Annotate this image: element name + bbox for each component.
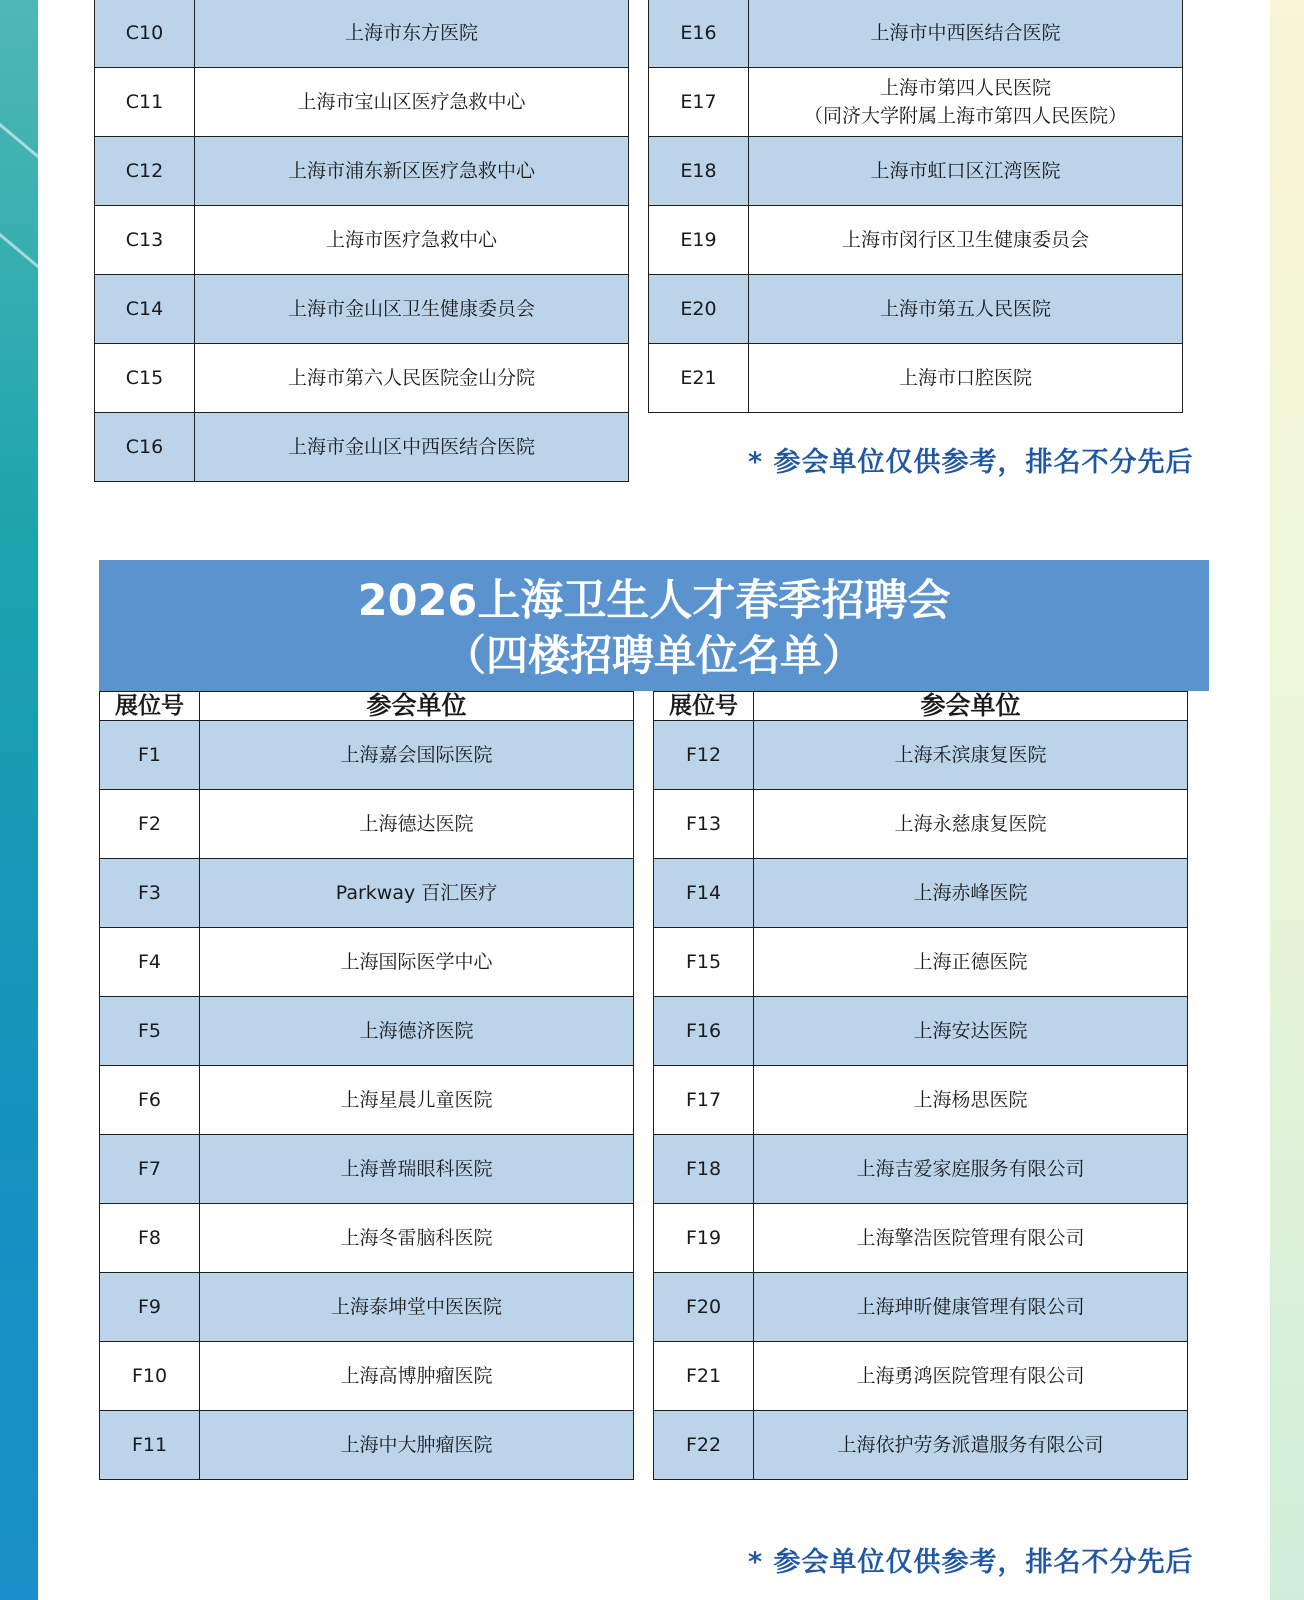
booth-code: F18 bbox=[654, 1135, 754, 1204]
booth-code: F22 bbox=[654, 1411, 754, 1480]
exhibitor-name: 上海市中西医结合医院 bbox=[749, 0, 1183, 68]
exhibitor-name: 上海吉爱家庭服务有限公司 bbox=[754, 1135, 1188, 1204]
booth-code: F20 bbox=[654, 1273, 754, 1342]
table-row bbox=[100, 1411, 1188, 1480]
table-row bbox=[100, 1066, 1188, 1135]
booth-code: C10 bbox=[95, 0, 195, 68]
exhibitor-name: 上海高博肿瘤医院 bbox=[200, 1342, 634, 1411]
booth-code: F10 bbox=[100, 1342, 200, 1411]
booth-code: F12 bbox=[654, 721, 754, 790]
floor4-exhibitor-table bbox=[99, 691, 1188, 1480]
booth-code: F17 bbox=[654, 1066, 754, 1135]
table-row bbox=[100, 721, 1188, 790]
exhibitor-name: 上海珅昕健康管理有限公司 bbox=[754, 1273, 1188, 1342]
exhibitor-name: 上海安达医院 bbox=[754, 997, 1188, 1066]
exhibitor-name: 上海勇鸿医院管理有限公司 bbox=[754, 1342, 1188, 1411]
header-exhibitor: 参会单位 bbox=[200, 692, 634, 721]
exhibitor-name: 上海杨思医院 bbox=[754, 1066, 1188, 1135]
booth-code: C16 bbox=[95, 413, 195, 482]
booth-code: E18 bbox=[649, 137, 749, 206]
page-subtitle: （四楼招聘单位名单） bbox=[443, 631, 864, 680]
exhibitor-name: 上海冬雷脑科医院 bbox=[200, 1204, 634, 1273]
poster-sheet bbox=[38, 0, 1270, 1600]
table-row bbox=[100, 859, 1188, 928]
exhibitor-name: 上海市宝山区医疗急救中心 bbox=[195, 68, 629, 137]
booth-code: C14 bbox=[95, 275, 195, 344]
table-row bbox=[100, 790, 1188, 859]
exhibitor-name: 上海市虹口区江湾医院 bbox=[749, 137, 1183, 206]
exhibitor-name: 上海市闵行区卫生健康委员会 bbox=[749, 206, 1183, 275]
table-row bbox=[95, 137, 1183, 206]
exhibitor-name-line2: （同济大学附属上海市第四人民医院） bbox=[803, 105, 1127, 127]
exhibitor-name: 上海永慈康复医院 bbox=[754, 790, 1188, 859]
exhibitor-name: Parkway 百汇医疗 bbox=[200, 859, 634, 928]
table-row bbox=[100, 1135, 1188, 1204]
booth-code: F9 bbox=[100, 1273, 200, 1342]
title-banner bbox=[99, 560, 1209, 691]
table-row bbox=[100, 928, 1188, 997]
table-header-row bbox=[100, 692, 1188, 721]
booth-code: E20 bbox=[649, 275, 749, 344]
booth-code: F4 bbox=[100, 928, 200, 997]
booth-code: F19 bbox=[654, 1204, 754, 1273]
booth-code: F1 bbox=[100, 721, 200, 790]
exhibitor-name bbox=[749, 68, 1183, 137]
booth-code: F21 bbox=[654, 1342, 754, 1411]
table-row bbox=[95, 0, 1183, 68]
header-booth-code: 展位号 bbox=[654, 692, 754, 721]
exhibitor-name: 上海市口腔医院 bbox=[749, 344, 1183, 413]
booth-code: F7 bbox=[100, 1135, 200, 1204]
exhibitor-name: 上海依护劳务派遣服务有限公司 bbox=[754, 1411, 1188, 1480]
table-row bbox=[95, 275, 1183, 344]
table-row bbox=[100, 1342, 1188, 1411]
table-row bbox=[100, 1204, 1188, 1273]
disclaimer-note: * 参会单位仅供参考，排名不分先后 bbox=[748, 1547, 1194, 1578]
exhibitor-name: 上海擎浩医院管理有限公司 bbox=[754, 1204, 1188, 1273]
booth-code: F13 bbox=[654, 790, 754, 859]
table-row bbox=[100, 1273, 1188, 1342]
booth-code: F15 bbox=[654, 928, 754, 997]
exhibitor-name: 上海德达医院 bbox=[200, 790, 634, 859]
header-exhibitor: 参会单位 bbox=[754, 692, 1188, 721]
exhibitor-name: 上海市金山区卫生健康委员会 bbox=[195, 275, 629, 344]
table-row bbox=[100, 997, 1188, 1066]
table-row bbox=[95, 68, 1183, 137]
booth-code: F8 bbox=[100, 1204, 200, 1273]
exhibitor-name: 上海市医疗急救中心 bbox=[195, 206, 629, 275]
exhibitor-name-line1: 上海市第四人民医院 bbox=[879, 77, 1051, 99]
exhibitor-name: 上海市第五人民医院 bbox=[749, 275, 1183, 344]
top-exhibitor-table bbox=[94, 0, 1183, 482]
booth-code: F16 bbox=[654, 997, 754, 1066]
booth-code: F5 bbox=[100, 997, 200, 1066]
exhibitor-name: 上海禾滨康复医院 bbox=[754, 721, 1188, 790]
exhibitor-name: 上海市第六人民医院金山分院 bbox=[195, 344, 629, 413]
left-decorative-band bbox=[0, 0, 38, 1600]
right-decorative-band bbox=[1270, 0, 1304, 1600]
exhibitor-name: 上海中大肿瘤医院 bbox=[200, 1411, 634, 1480]
booth-code: C12 bbox=[95, 137, 195, 206]
page-title: 2026上海卫生人才春季招聘会 bbox=[357, 576, 951, 626]
booth-code: F14 bbox=[654, 859, 754, 928]
exhibitor-name: 上海嘉会国际医院 bbox=[200, 721, 634, 790]
booth-code: E19 bbox=[649, 206, 749, 275]
booth-code: C13 bbox=[95, 206, 195, 275]
exhibitor-name: 上海正德医院 bbox=[754, 928, 1188, 997]
booth-code: F6 bbox=[100, 1066, 200, 1135]
exhibitor-name: 上海国际医学中心 bbox=[200, 928, 634, 997]
exhibitor-name: 上海市东方医院 bbox=[195, 0, 629, 68]
exhibitor-name: 上海市浦东新区医疗急救中心 bbox=[195, 137, 629, 206]
exhibitor-name: 上海市金山区中西医结合医院 bbox=[195, 413, 629, 482]
booth-code: F11 bbox=[100, 1411, 200, 1480]
booth-code: C11 bbox=[95, 68, 195, 137]
header-booth-code: 展位号 bbox=[100, 692, 200, 721]
booth-code: F2 bbox=[100, 790, 200, 859]
booth-code: E17 bbox=[649, 68, 749, 137]
exhibitor-name: 上海泰坤堂中医医院 bbox=[200, 1273, 634, 1342]
booth-code: E21 bbox=[649, 344, 749, 413]
exhibitor-name: 上海星晨儿童医院 bbox=[200, 1066, 634, 1135]
table-row bbox=[95, 206, 1183, 275]
disclaimer-note: * 参会单位仅供参考，排名不分先后 bbox=[748, 447, 1194, 478]
exhibitor-name: 上海赤峰医院 bbox=[754, 859, 1188, 928]
booth-code: F3 bbox=[100, 859, 200, 928]
exhibitor-name: 上海普瑞眼科医院 bbox=[200, 1135, 634, 1204]
booth-code: E16 bbox=[649, 0, 749, 68]
table-row bbox=[95, 344, 1183, 413]
booth-code: C15 bbox=[95, 344, 195, 413]
exhibitor-name: 上海德济医院 bbox=[200, 997, 634, 1066]
